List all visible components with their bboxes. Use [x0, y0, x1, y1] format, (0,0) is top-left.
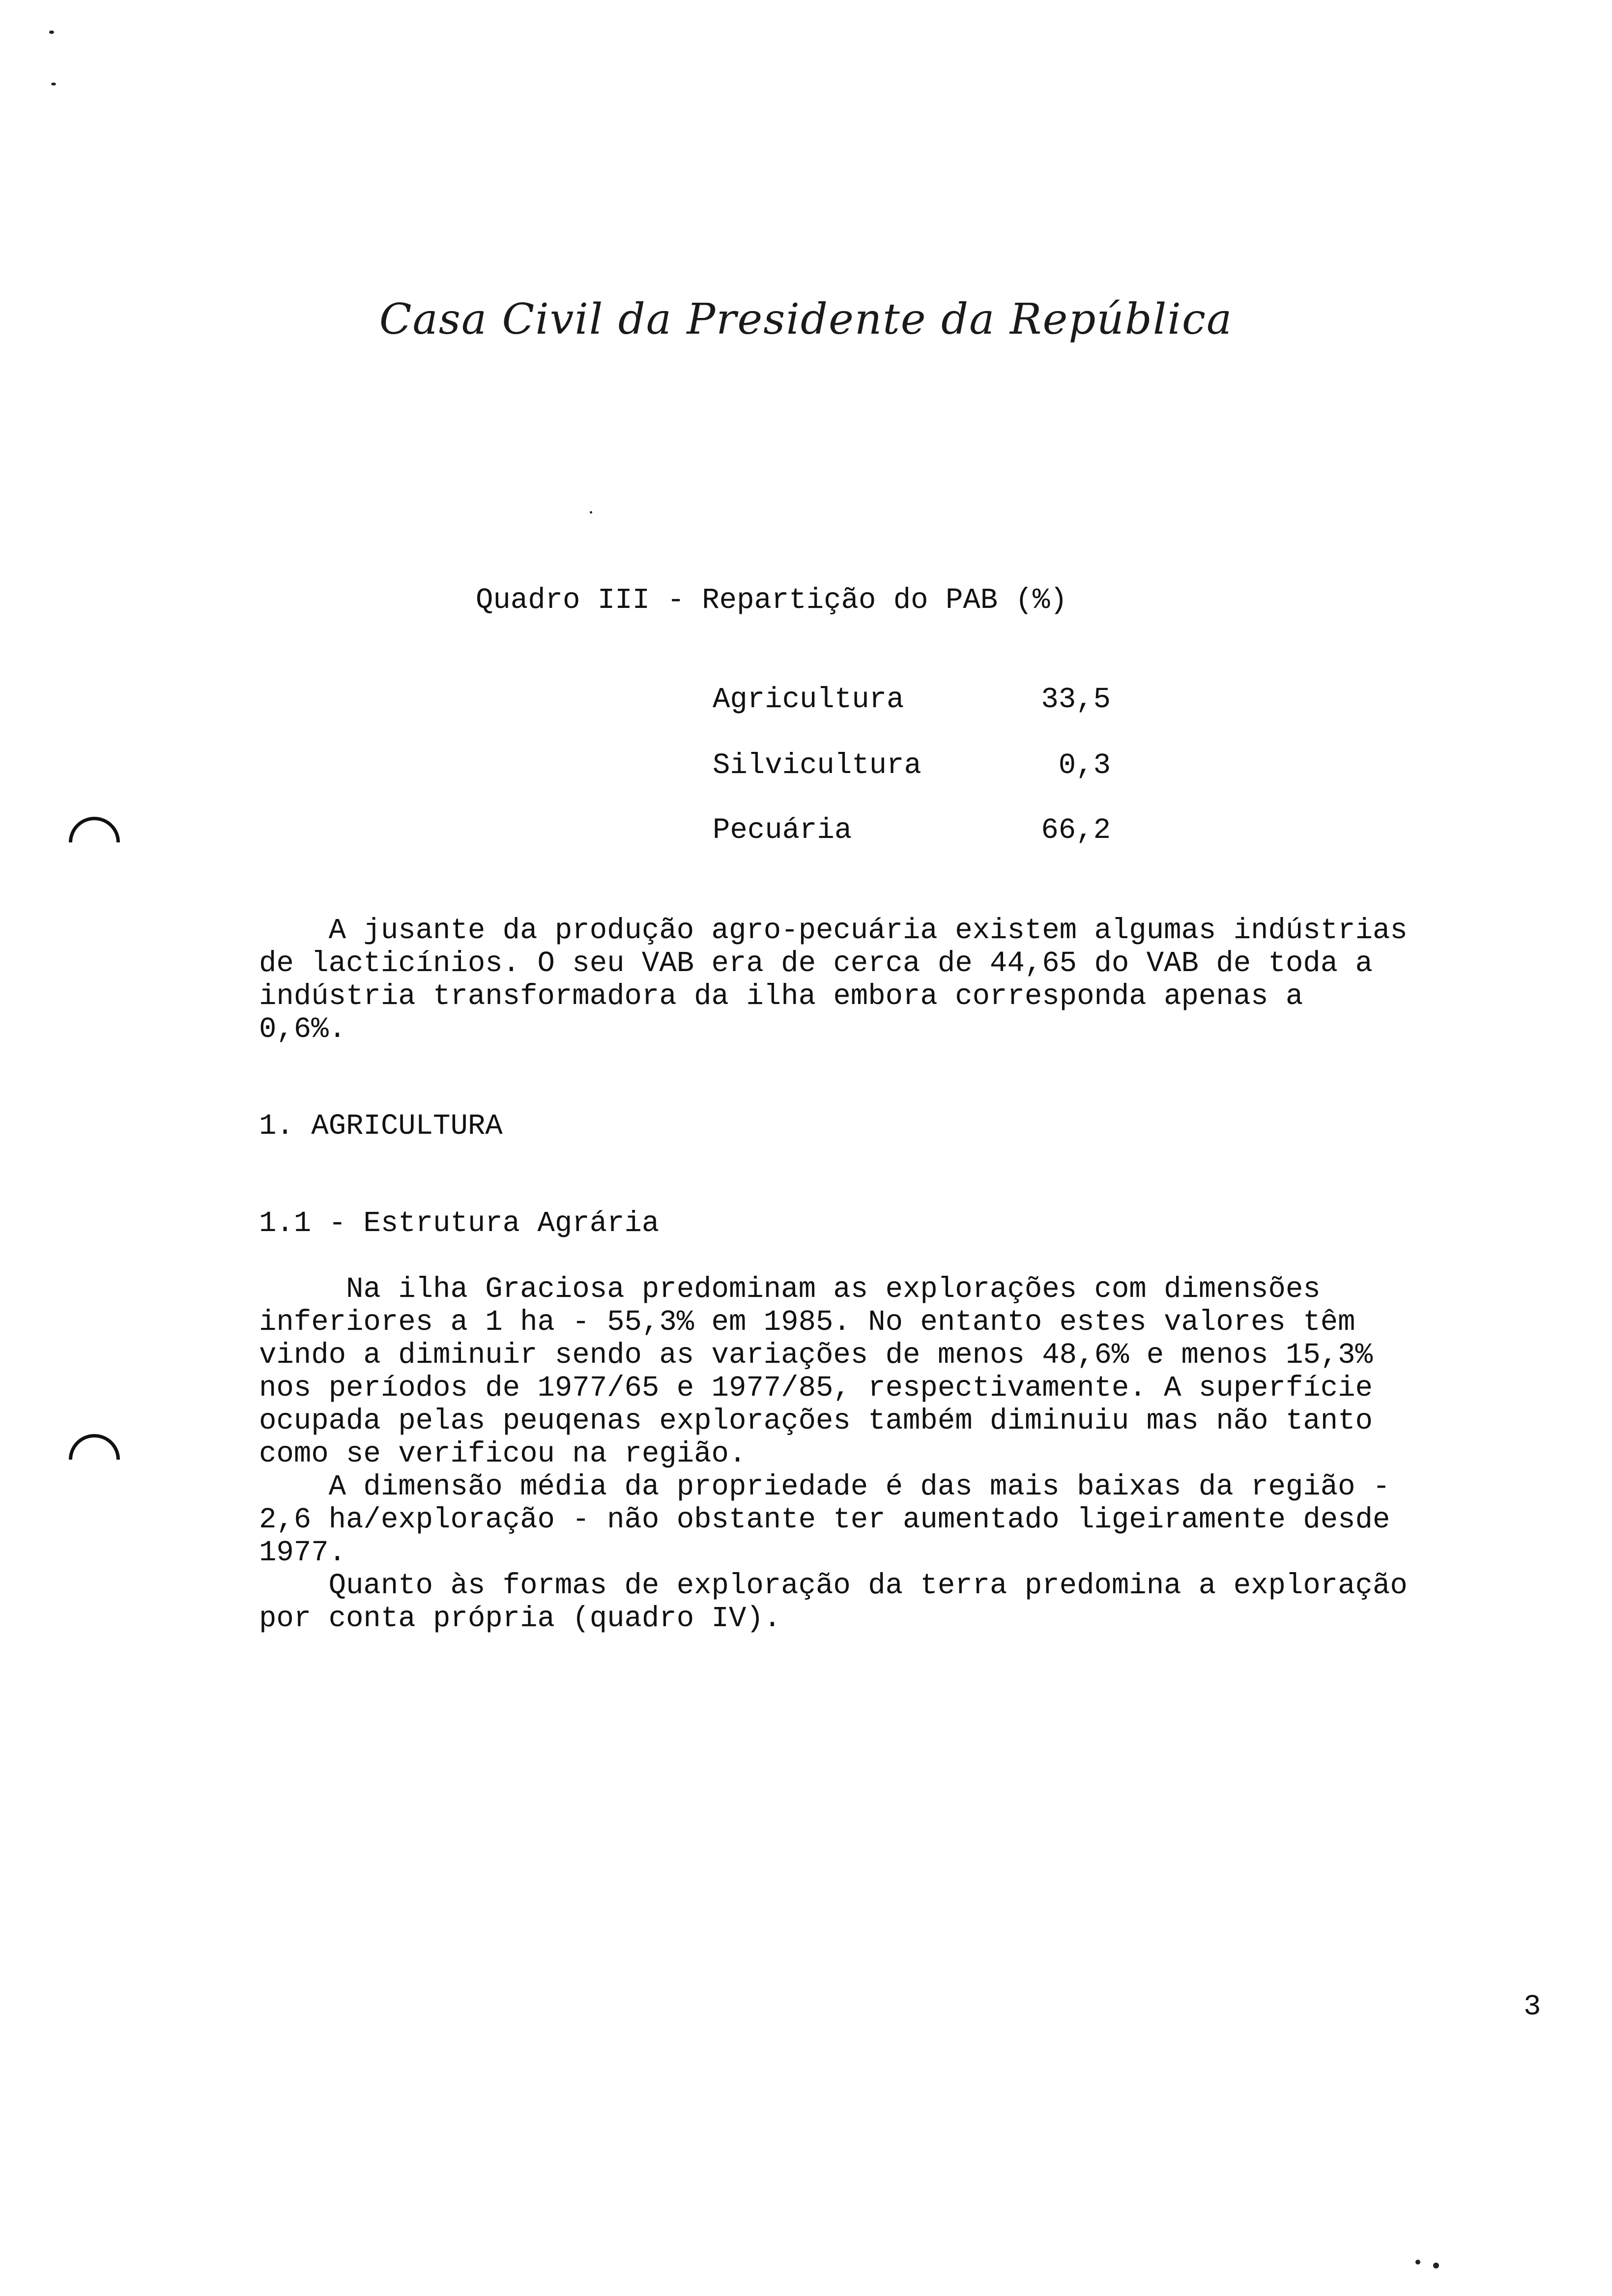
section-heading: 1. AGRICULTURA — [259, 1110, 503, 1143]
table-row — [713, 749, 1111, 782]
table-row — [713, 683, 1111, 716]
hole-punch-arc — [58, 1423, 130, 1495]
table-row-label: Pecuária — [713, 814, 852, 847]
letterhead: Casa Civil da Presidente da República — [379, 295, 1233, 344]
table-row-value: 66,2 — [1041, 814, 1111, 847]
page-number: 3 — [1524, 1990, 1541, 2023]
scan-speck — [51, 83, 56, 86]
hole-punch-arc — [58, 806, 130, 878]
table-row-value: 0,3 — [1058, 749, 1111, 782]
table-row-value: 33,5 — [1041, 683, 1111, 716]
table-row-label: Silvicultura — [713, 749, 921, 782]
subsection-heading: 1.1 - Estrutura Agrária — [259, 1207, 660, 1240]
table-row — [713, 814, 1111, 847]
scan-speck — [1433, 2263, 1439, 2268]
scan-speck — [590, 511, 592, 514]
scan-speck — [49, 30, 54, 34]
paragraph-agrarian-structure: Na ilha Graciosa predominam as explorações com dimensões inferiores a 1 ha - 55,3% em 1985. No entanto estes valores têm vindo a diminuir sendo as variações de menos 48,6% e menos 15,3% nos períodos de 1977/65 e 1977/85, respectivamente. A superfície ocupada pelas peuqenas explorações também diminuiu mas não tanto como se verificou na região. A dimensão média da propriedade é das mais baixas da região - 2,6 ha/exploração - não obstante ter aumentado ligeiramente desde 1977. Quanto às formas de exploração da terra predomina a exploração por conta própria (quadro IV). — [259, 1273, 1408, 1635]
table-title: Quadro III - Repartição do PAB (%) — [476, 584, 1067, 617]
scan-speck — [1415, 2260, 1420, 2265]
paragraph-industries: A jusante da produção agro-pecuária existem algumas indústrias de lacticínios. O seu VAB era de cerca de 44,65 do VAB de toda a indústria transformadora da ilha embora corresponda apenas a 0,6%. — [259, 914, 1408, 1046]
table-row-label: Agricultura — [713, 683, 904, 716]
